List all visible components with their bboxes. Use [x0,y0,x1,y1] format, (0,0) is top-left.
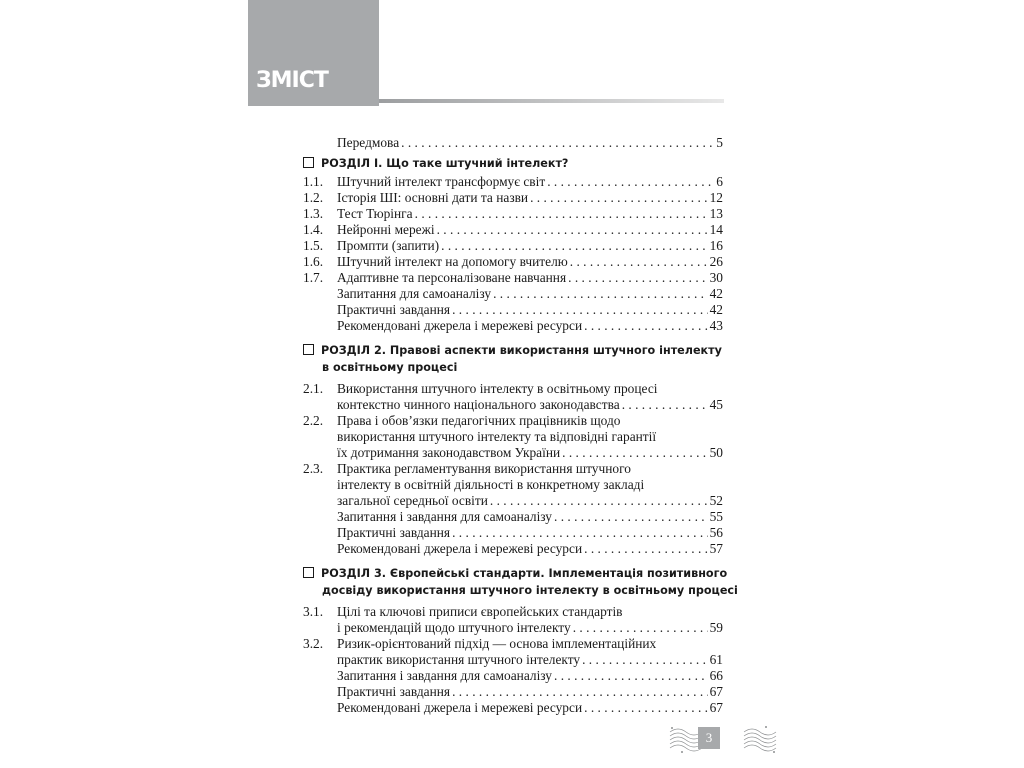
toc-entry-page: 61 [709,652,723,667]
toc-entry-page: 30 [709,270,723,285]
section-title-line: РОЗДІЛ 3. Європейські стандарти. Імплементація позитивного [321,567,728,580]
toc-entry-page: 14 [709,222,723,237]
toc-entry-page: 52 [709,493,723,508]
toc-entry-page: 26 [709,254,723,269]
toc-entry-number: 3.2. [303,636,324,651]
toc-entry-title: Практичні завдання [337,684,451,699]
page-title: ЗМІСТ [256,68,328,93]
toc-entry[interactable] [303,445,723,461]
toc-entry-number: 2.3. [303,461,324,476]
toc-entry-number: 1.5. [303,238,324,253]
toc-entry-title: Практичні завдання [337,302,451,317]
toc-entry[interactable] [303,525,723,541]
toc-entry-title: Тест Тюрінга [337,206,413,221]
checkbox-icon [303,344,314,355]
toc-entry[interactable] [303,684,723,700]
toc-entry-title: Штучний інтелект трансформує світ [337,174,546,189]
checkbox-icon [303,157,314,168]
toc-entry-title: контекстно чинного національного законодавства [337,397,620,412]
toc-entry-page: 55 [709,509,723,524]
toc-entry-number: 1.4. [303,222,324,237]
toc-entry-title: Запитання і завдання для самоаналізу [337,668,552,683]
toc-entry[interactable] [303,174,723,190]
toc-entry[interactable] [303,206,723,222]
toc-entry-title: Промпти (запити) [337,238,440,253]
toc-entry-line: Використання штучного інтелекту в освітньому процесі [337,381,658,396]
toc-entry[interactable] [303,493,723,509]
toc-entry-number: 1.6. [303,254,324,269]
toc-entry[interactable] [303,652,723,668]
section-title: РОЗДІЛ І. Що таке штучний інтелект? [321,157,569,170]
toc-entry[interactable] [303,254,723,270]
toc-entry-number: 3.1. [303,604,324,619]
toc-entry-line: Практика регламентування використання штучного [337,461,631,476]
toc-entry-title: Нейронні мережі [337,222,435,237]
section-1-heading[interactable] [303,155,568,172]
toc-entry[interactable] [303,302,723,318]
toc-entry-page: 67 [709,700,723,715]
toc-entry-page: 67 [709,684,723,699]
section-title-line: досвіду використання штучного інтелекту в освітньому процесі [322,584,738,597]
toc-entry-title: Рекомендовані джерела і мережеві ресурси [337,318,583,333]
toc-entry-title: загальної середньої освіти [337,493,488,508]
toc-entry-page: 12 [709,190,723,205]
toc-entry-number: 1.2. [303,190,324,205]
toc-entry-title: Рекомендовані джерела і мережеві ресурси [337,541,583,556]
toc-entry-page: 42 [709,286,723,301]
section-2-heading[interactable] [303,342,722,376]
toc-entry-page: 13 [709,206,723,221]
toc-entry-page: 16 [709,238,723,253]
toc-entry-page: 50 [709,445,723,460]
toc-entry-preface[interactable] [303,135,723,151]
toc-entry[interactable] [303,509,723,525]
toc-entry[interactable] [303,222,723,238]
toc-entry-number: 1.3. [303,206,324,221]
toc-entry-title: Рекомендовані джерела і мережеві ресурси [337,700,583,715]
section-3-heading[interactable] [303,565,738,599]
toc-entry-page: 66 [709,668,723,683]
toc-entry-page: 45 [709,397,723,412]
toc-entry-page: 59 [709,620,723,635]
toc-entry-line: Права і обов’язки педагогічних працівників щодо [337,413,621,428]
toc-entry-title: Історія ШІ: основні дати та назви [337,190,529,205]
toc-entry-page: 6 [716,174,723,189]
toc-entry[interactable] [303,668,723,684]
toc-entry-number: 2.2. [303,413,324,428]
toc-entry-title: Передмова [337,135,400,150]
section-title-line: в освітньому процесі [322,361,458,374]
toc-entry-title: Практичні завдання [337,525,451,540]
toc-entry-title: їх дотримання законодавством України [337,445,561,460]
toc-entry[interactable] [303,620,723,636]
toc-entry-line: використання штучного інтелекту та відповідні гарантії [337,429,657,444]
toc-entry-line: Ризик-орієнтований підхід — основа імплементаційних [337,636,657,651]
toc-entry-line: Цілі та ключові приписи європейських стандартів [337,604,623,619]
toc-entry[interactable] [303,397,723,413]
toc-entry[interactable] [303,286,723,302]
toc-entry-title: практик використання штучного інтелекту [337,652,581,667]
toc-entry[interactable] [303,238,723,254]
toc-entry-page: 56 [709,525,723,540]
toc-entry-title: Штучний інтелект на допомогу вчителю [337,254,568,269]
toc-entry-title: Запитання для самоаналізу [337,286,492,301]
toc-entry-number: 1.1. [303,174,324,189]
checkbox-icon [303,567,314,578]
toc-entry-title: і рекомендацій щодо штучного інтелекту [337,620,571,635]
toc-entry-title: Адаптивне та персоналізоване навчання [337,270,567,285]
toc-entry[interactable] [303,190,723,206]
toc-entry-page: 5 [716,135,723,150]
toc-entry[interactable] [303,270,723,286]
toc-entry-page: 57 [709,541,723,556]
toc-entry-title: Запитання і завдання для самоаналізу [337,509,552,524]
toc-entry-page: 43 [709,318,723,333]
toc-entry-line: інтелекту в освітній діяльності в конкретному закладі [337,477,645,492]
section-title-line: РОЗДІЛ 2. Правові аспекти використання штучного інтелекту [321,344,722,357]
toc-entry[interactable] [303,318,723,334]
page-number: 3 [698,727,720,749]
toc-entry-number: 2.1. [303,381,324,396]
toc-entry[interactable] [303,541,723,557]
toc-entry-number: 1.7. [303,270,324,285]
footer-wave-decoration [668,722,778,756]
toc-entry-page: 42 [709,302,723,317]
toc-entry[interactable] [303,700,723,716]
